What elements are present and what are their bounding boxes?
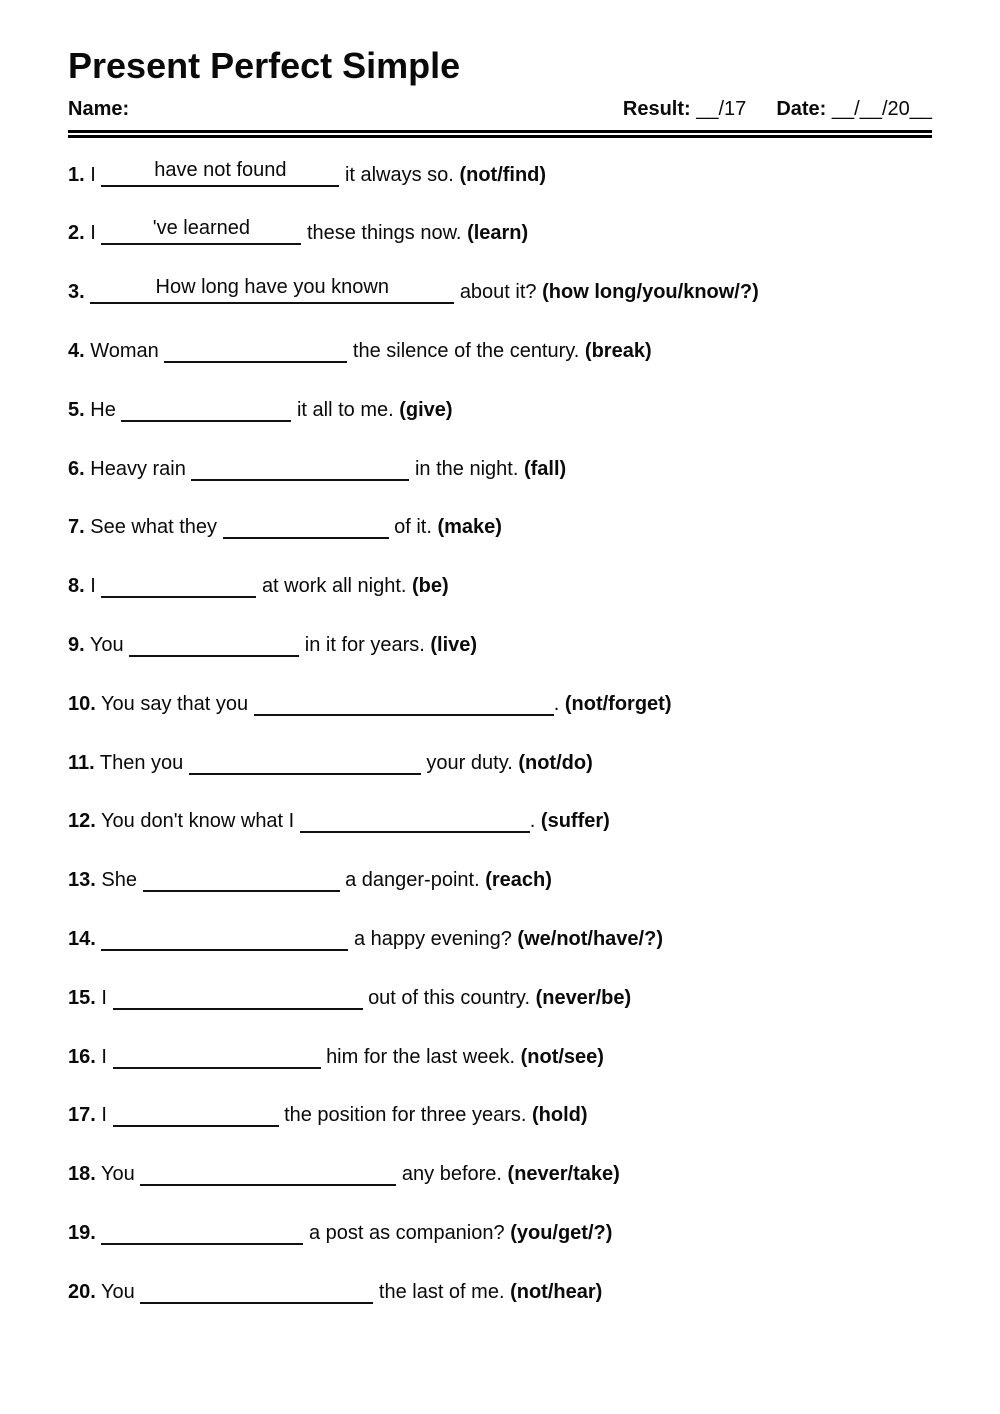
verb-hint: (break) (584, 339, 652, 362)
exercise-row (68, 969, 932, 1028)
exercise-row (68, 792, 932, 851)
answer-blank (140, 1276, 373, 1304)
item-text-post: of it. (394, 516, 432, 539)
name-label: Name: (68, 97, 130, 120)
answer-blank (101, 570, 256, 598)
exercise-row (68, 263, 932, 322)
item-text-pre: You (101, 1280, 135, 1303)
exercise-row (68, 1028, 932, 1087)
item-text-pre: I (101, 1045, 107, 1068)
exercise-row (68, 146, 932, 205)
item-text-post: out of this country. (368, 986, 530, 1009)
answer-blank (113, 982, 363, 1010)
item-text-post: it all to me. (296, 398, 394, 421)
verb-hint: (reach) (485, 869, 552, 892)
item-number: 16. (68, 1045, 96, 1068)
item-number: 15. (68, 986, 96, 1009)
item-number: 14. (68, 927, 96, 950)
item-text-post: any before. (401, 1163, 502, 1186)
item-number: 10. (68, 692, 96, 715)
item-text-post: your duty. (426, 751, 513, 774)
item-number: 8. (68, 575, 85, 598)
verb-hint: (be) (412, 575, 449, 598)
item-number: 6. (68, 457, 85, 480)
date-field (776, 98, 932, 121)
answer-blank (191, 453, 409, 481)
answer-text: How long have you known (155, 276, 389, 299)
exercise-list (68, 146, 932, 1322)
verb-hint: (fall) (523, 457, 567, 480)
answer-text: 've learned (152, 217, 250, 240)
item-text-pre: Heavy rain (90, 457, 186, 480)
item-text-post: the position for three years. (284, 1104, 527, 1127)
item-text-pre: I (90, 222, 96, 245)
verb-hint: (not/see) (520, 1045, 604, 1068)
item-text-pre: Then you (99, 751, 184, 774)
exercise-row (68, 557, 932, 616)
exercise-row (68, 322, 932, 381)
item-text-pre: You (89, 633, 124, 656)
verb-hint: (not/hear) (510, 1280, 603, 1303)
answer-blank (113, 1041, 321, 1069)
item-text-pre: You say that you (101, 692, 249, 715)
exercise-row (68, 1145, 932, 1204)
verb-hint: (suffer) (540, 810, 610, 833)
item-text-post: in it for years. (304, 633, 425, 656)
item-text-post: a happy evening? (353, 927, 512, 950)
exercise-row (68, 851, 932, 910)
answer-blank (129, 629, 299, 657)
item-text-post: it always so. (344, 163, 454, 186)
item-number: 9. (68, 633, 85, 656)
item-number: 3. (68, 281, 85, 304)
item-text-post: . (529, 810, 536, 833)
exercise-row (68, 910, 932, 969)
item-text-pre: He (90, 398, 116, 421)
item-number: 11. (68, 751, 95, 774)
header-meta-row (68, 98, 932, 121)
item-text-post: a post as companion? (308, 1221, 505, 1244)
item-number: 7. (68, 516, 85, 539)
verb-hint: (you/get/?) (510, 1221, 613, 1244)
verb-hint: (give) (399, 398, 453, 421)
answer-blank (254, 688, 554, 716)
item-text-post: in the night. (414, 457, 519, 480)
verb-hint: (make) (437, 516, 502, 539)
result-value: __/17 (696, 97, 747, 120)
verb-hint: (not/forget) (564, 692, 672, 715)
item-text-pre: I (90, 163, 96, 186)
item-number: 5. (68, 398, 85, 421)
item-text-post: about it? (459, 281, 537, 304)
item-number: 1. (68, 163, 85, 186)
item-text-pre: She (101, 869, 137, 892)
exercise-row (68, 1263, 932, 1322)
item-text-post: these things now. (306, 222, 462, 245)
answer-blank (101, 1217, 303, 1245)
date-value: __/__/20__ (831, 97, 932, 120)
verb-hint: (not/find) (459, 163, 547, 186)
item-number: 12. (68, 810, 96, 833)
item-number: 20. (68, 1280, 96, 1303)
result-label: Result: (622, 97, 691, 120)
answer-blank (90, 276, 454, 304)
item-text-pre: I (101, 1104, 107, 1127)
verb-hint: (we/not/have/?) (517, 927, 663, 950)
item-text-post: . (553, 692, 560, 715)
answer-blank (140, 1158, 396, 1186)
item-text-post: the last of me. (378, 1280, 505, 1303)
answer-blank (121, 394, 291, 422)
item-number: 4. (68, 339, 85, 362)
answer-blank (300, 805, 530, 833)
header-divider (68, 130, 932, 138)
answer-blank (101, 923, 348, 951)
item-text-pre: I (90, 575, 96, 598)
answer-blank (164, 335, 347, 363)
header-meta-right (623, 98, 932, 121)
verb-hint: (never/be) (535, 986, 632, 1009)
item-number: 17. (68, 1104, 96, 1127)
exercise-row (68, 616, 932, 675)
answer-blank (223, 511, 389, 539)
verb-hint: (hold) (531, 1104, 588, 1127)
item-text-pre: You don't know what I (101, 810, 295, 833)
answer-blank (143, 864, 340, 892)
exercise-row (68, 1204, 932, 1263)
exercise-row (68, 381, 932, 440)
item-text-post: the silence of the century. (352, 339, 580, 362)
verb-hint: (never/take) (507, 1163, 620, 1186)
exercise-row (68, 675, 932, 734)
item-number: 13. (68, 869, 96, 892)
exercise-row (68, 440, 932, 499)
verb-hint: (not/do) (518, 751, 593, 774)
item-text-pre: You (101, 1163, 135, 1186)
item-number: 19. (68, 1221, 96, 1244)
item-text-pre: See what they (90, 516, 217, 539)
answer-blank (101, 217, 301, 245)
item-text-pre: I (101, 986, 107, 1009)
exercise-row (68, 204, 932, 263)
item-text-pre: Woman (90, 339, 159, 362)
answer-blank (113, 1099, 279, 1127)
date-label: Date: (776, 97, 827, 120)
verb-hint: (learn) (467, 222, 529, 245)
exercise-row (68, 1086, 932, 1145)
item-text-post: a danger-point. (345, 869, 480, 892)
item-text-post: at work all night. (261, 575, 407, 598)
result-field (623, 98, 746, 121)
answer-text: have not found (154, 158, 287, 181)
answer-blank (189, 747, 421, 775)
item-number: 2. (68, 222, 85, 245)
verb-hint: (live) (430, 633, 478, 656)
exercise-row (68, 498, 932, 557)
page-title: Present Perfect Simple (68, 45, 461, 86)
item-text-post: him for the last week. (326, 1045, 516, 1068)
item-number: 18. (68, 1163, 96, 1186)
verb-hint: (how long/you/know/?) (542, 281, 759, 304)
exercise-row (68, 734, 932, 793)
answer-blank (101, 159, 339, 187)
